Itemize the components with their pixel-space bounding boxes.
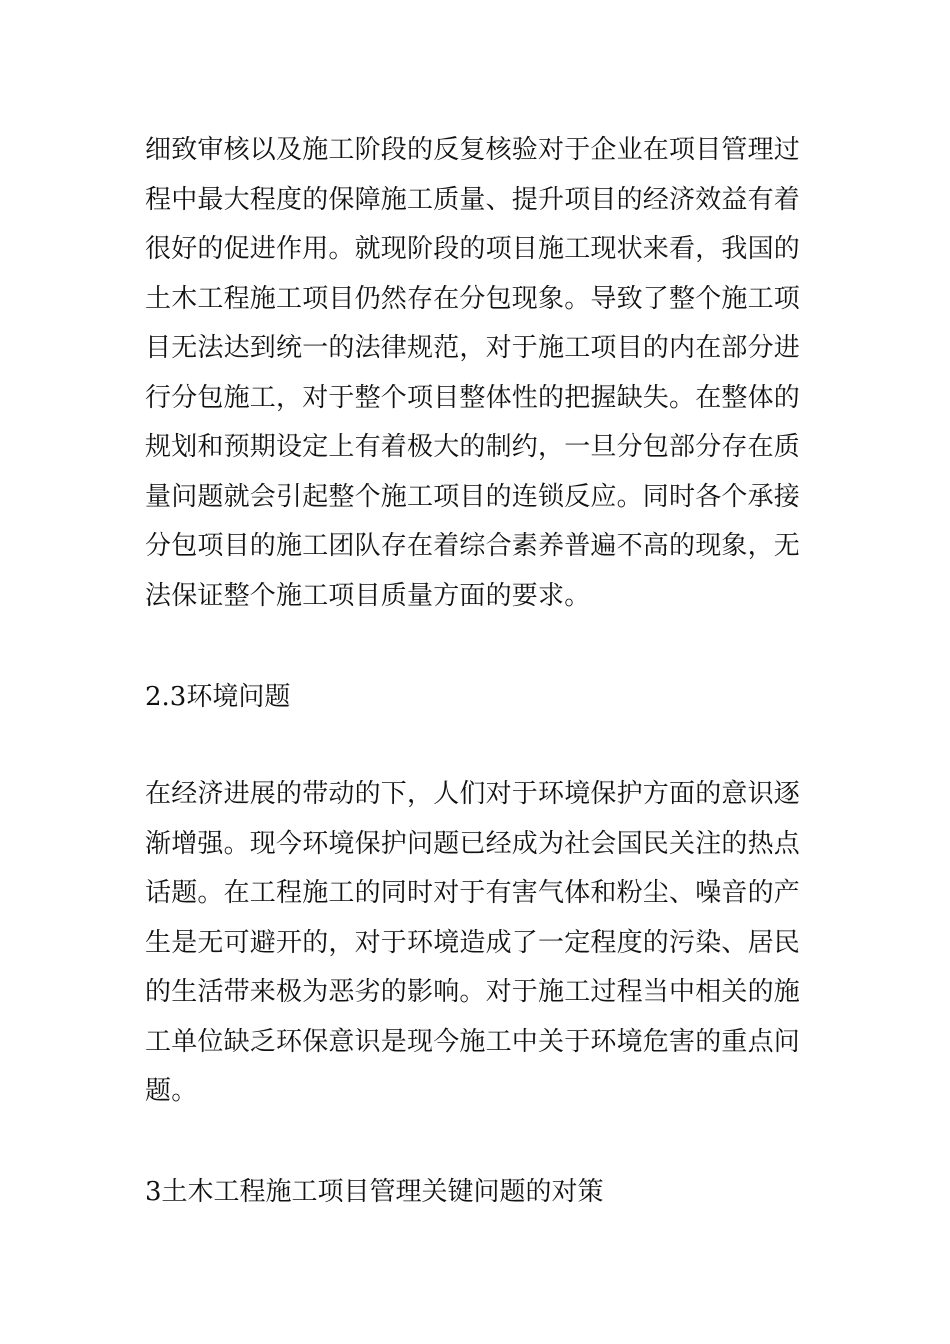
paragraph-line: 程中最大程度的保障施工质量、提升项目的经济效益有着: [145, 184, 801, 215]
paragraph-environment: [145, 770, 810, 1117]
paragraph-line: 规划和预期设定上有着极大的制约，一旦分包部分存在质: [145, 432, 801, 462]
paragraph-line: 渐增强。现今环境保护问题已经成为社会国民关注的热点: [145, 828, 801, 859]
paragraph-line: 工单位缺乏环保意识是现今施工中关于环境危害的重点问: [145, 1026, 801, 1057]
paragraph-line: 法保证整个施工项目质量方面的要求。: [145, 580, 591, 611]
paragraph-line: 的生活带来极为恶劣的影响。对于施工过程当中相关的施: [145, 977, 801, 1007]
paragraph-line: 话题。在工程施工的同时对于有害气体和粉尘、噪音的产: [145, 878, 801, 908]
paragraph-line: 行分包施工，对于整个项目整体性的把握缺失。在整体的: [145, 382, 801, 413]
paragraph-line: 题。: [145, 1076, 198, 1106]
section-heading-environment: 2.3环境问题: [145, 682, 291, 712]
section-heading-countermeasures: 3土木工程施工项目管理关键问题的对策: [145, 1177, 604, 1207]
paragraph-line: 目无法达到统一的法律规范，对于施工项目的内在部分进: [145, 333, 801, 363]
paragraph-line: 生是无可避开的，对于环境造成了一定程度的污染、居民: [145, 927, 801, 958]
paragraph-line: 细致审核以及施工阶段的反复核验对于企业在项目管理过: [145, 135, 801, 165]
paragraph-line: 在经济进展的带动的下，人们对于环境保护方面的意识逐: [145, 779, 801, 809]
paragraph-subcontracting: [145, 126, 810, 621]
paragraph-line: 分包项目的施工团队存在着综合素养普遍不高的现象，无: [145, 531, 801, 561]
paragraph-line: 土木工程施工项目仍然存在分包现象。导致了整个施工项: [145, 283, 801, 314]
paragraph-line: 量问题就会引起整个施工项目的连锁反应。同时各个承接: [145, 481, 801, 512]
paragraph-line: 很好的促进作用。就现阶段的项目施工现状来看，我国的: [145, 234, 801, 264]
